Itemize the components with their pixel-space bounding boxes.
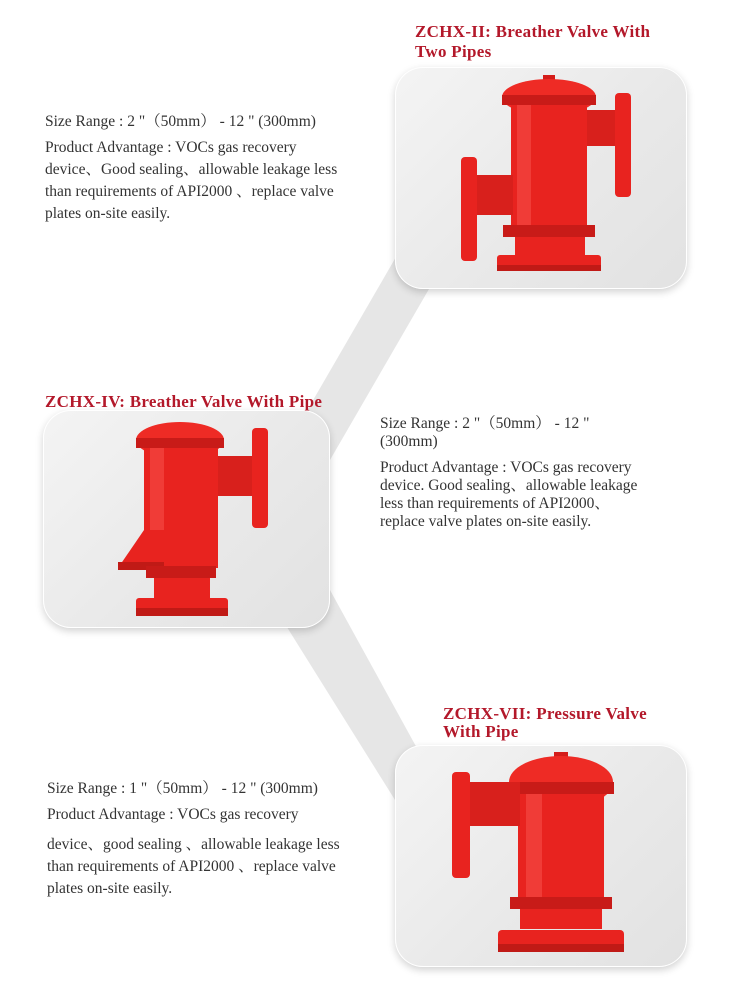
- product-title-zchx-ii: [415, 22, 650, 62]
- size-range: Size Range : 2 "（50mm） - 12 ": [380, 415, 590, 432]
- advantage-line: device、good sealing 、allowable leakage less: [47, 836, 340, 853]
- advantage-line: Product Advantage : VOCs gas recovery: [45, 139, 297, 156]
- product-title-zchx-iv: [45, 392, 322, 412]
- size-range: Size Range : 2 "（50mm） - 12 " (300mm): [45, 113, 316, 130]
- title-line-2: With Pipe: [443, 722, 519, 741]
- advantage-line: plates on-site easily.: [45, 205, 171, 222]
- advantage-line: less than requirements of API2000、: [380, 495, 610, 512]
- size-range-cont: (300mm): [380, 433, 438, 450]
- advantage-line: than requirements of API2000 、replace valve: [45, 183, 334, 200]
- size-range: Size Range : 1 "（50mm） - 12 " (300mm): [47, 780, 318, 797]
- title-line-1: ZCHX-VII: Pressure Valve: [443, 704, 647, 723]
- advantage-line: device、Good sealing、allowable leakage less: [45, 161, 338, 178]
- title-line-2: Two Pipes: [415, 42, 492, 61]
- product-desc-zchx-iv: [380, 415, 680, 531]
- advantage-line: device. Good sealing、allowable leakage: [380, 477, 638, 494]
- product-desc-zchx-ii: [45, 111, 385, 225]
- valve-image-with-pipe: [110, 420, 280, 620]
- valve-image-two-pipes: [455, 75, 645, 285]
- advantage-line: plates on-site easily.: [47, 880, 173, 897]
- valve-image-pressure: [448, 752, 638, 962]
- product-title-zchx-vii: [443, 705, 647, 741]
- title-line-1: ZCHX-II: Breather Valve With: [415, 22, 651, 41]
- advantage-line: than requirements of API2000 、replace valve: [47, 858, 336, 875]
- advantage-line: replace valve plates on-site easily.: [380, 513, 592, 530]
- title-line-1: ZCHX-IV: Breather Valve With Pipe: [45, 392, 323, 411]
- advantage-line: Product Advantage : VOCs gas recovery: [47, 806, 299, 823]
- product-desc-zchx-vii: [47, 778, 387, 900]
- advantage-line: Product Advantage : VOCs gas recovery: [380, 459, 632, 476]
